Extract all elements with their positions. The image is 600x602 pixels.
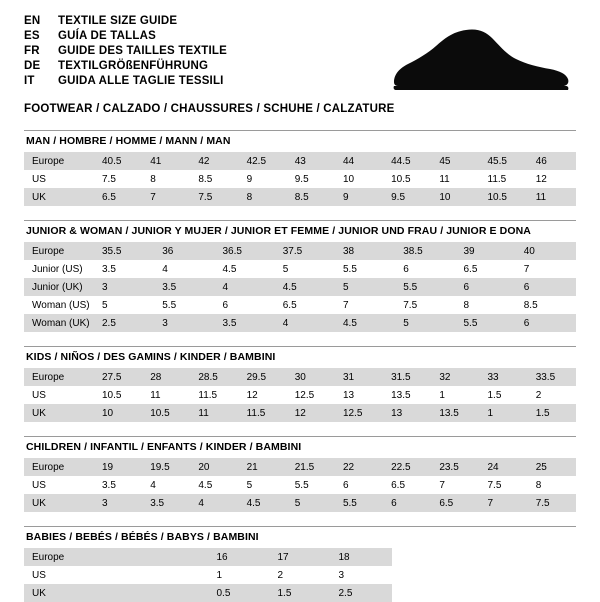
- size-cell: 4.5: [198, 479, 213, 491]
- size-cell: 8: [535, 479, 542, 491]
- size-cell: 5: [287, 494, 335, 512]
- size-cell: 3.5: [215, 314, 275, 332]
- size-cell: 6: [456, 278, 516, 296]
- size-cell: 10: [431, 188, 479, 206]
- size-cell: 8.5: [198, 173, 213, 185]
- size-cell: 1: [216, 569, 223, 581]
- size-cell: 13.5: [391, 389, 411, 401]
- language-code: FR: [24, 45, 40, 57]
- table-row: [24, 458, 576, 476]
- size-cell: 2.5: [94, 314, 154, 332]
- size-cell: 43: [287, 152, 335, 170]
- size-cell: 12: [535, 173, 547, 185]
- size-cell: 7.5: [528, 494, 576, 512]
- size-cell: 45.5: [480, 152, 528, 170]
- size-cell: 7.5: [487, 479, 502, 491]
- language-row: [24, 61, 227, 76]
- language-row: [24, 31, 227, 46]
- language-title-list: [24, 16, 227, 91]
- size-cell: 46: [528, 152, 576, 170]
- size-table-body: [24, 152, 576, 206]
- language-code: DE: [24, 60, 41, 72]
- size-cell: 6: [222, 299, 229, 311]
- size-cell: 39: [456, 242, 516, 260]
- table-row: [24, 278, 576, 296]
- language-row: [24, 76, 227, 91]
- table-row: [24, 260, 576, 278]
- size-cell: 7: [142, 188, 190, 206]
- size-table-body: [24, 458, 576, 512]
- size-cell: 9.5: [294, 173, 309, 185]
- size-cell: 1.5: [528, 404, 576, 422]
- size-cell: 9.5: [383, 188, 431, 206]
- table-row: [24, 404, 576, 422]
- size-cell: 44.5: [383, 152, 431, 170]
- size-cell: 38: [335, 242, 395, 260]
- size-cell: 42.5: [239, 152, 287, 170]
- row-label: US: [32, 173, 46, 185]
- size-cell: 3.5: [142, 494, 190, 512]
- language-title: GUIDE DES TAILLES TEXTILE: [58, 45, 227, 57]
- size-cell: 22: [335, 458, 383, 476]
- table-row: [24, 314, 576, 332]
- size-cell: 5.5: [343, 263, 357, 275]
- size-cell: 4.5: [222, 263, 237, 275]
- size-cell: 10: [342, 173, 355, 185]
- size-cell: 3.5: [102, 263, 116, 275]
- size-cell: 40.5: [94, 152, 142, 170]
- language-code: IT: [24, 75, 35, 87]
- size-cell: 4: [275, 314, 335, 332]
- row-label: Europe: [24, 368, 94, 386]
- size-cell: 31: [335, 368, 383, 386]
- size-cell: 21: [239, 458, 287, 476]
- size-cell: 5: [246, 479, 253, 491]
- size-cell: 24: [480, 458, 528, 476]
- table-row: [24, 566, 576, 584]
- table-row: [24, 476, 576, 494]
- size-cell: 9: [246, 173, 253, 185]
- row-label: Woman (US): [32, 299, 90, 311]
- category-line: FOOTWEAR / CALZADO / CHAUSSURES / SCHUHE / CALZATURE: [24, 103, 395, 115]
- language-code: ES: [24, 30, 40, 42]
- table-row: [24, 152, 576, 170]
- size-cell: 19: [94, 458, 142, 476]
- language-title: GUIDA ALLE TAGLIE TESSILI: [58, 75, 224, 87]
- size-cell: 1: [480, 404, 528, 422]
- size-cell: 3: [154, 314, 214, 332]
- row-label: US: [32, 569, 46, 581]
- size-cell: 30: [287, 368, 335, 386]
- size-cell: 5.5: [456, 314, 516, 332]
- size-cell: 3: [338, 569, 345, 581]
- spacer-cell: [392, 584, 577, 602]
- size-cell: 8: [239, 188, 287, 206]
- size-table-body: [24, 368, 576, 422]
- size-cell: 10.5: [102, 389, 122, 401]
- table-row: [24, 368, 576, 386]
- language-title: TEXTILGRÖßENFÜHRUNG: [58, 60, 209, 72]
- size-cell: 11.5: [198, 389, 218, 401]
- size-cell: 22.5: [383, 458, 431, 476]
- section-title: KIDS / NIÑOS / DES GAMINS / KINDER / BAMBINI: [26, 351, 276, 363]
- size-cell: 7: [439, 479, 445, 491]
- size-cell: 8.5: [523, 299, 538, 311]
- size-cell: 28: [142, 368, 190, 386]
- table-row: [24, 296, 576, 314]
- size-cell: 6.5: [431, 494, 479, 512]
- size-cell: 44: [335, 152, 383, 170]
- size-cell: 36: [154, 242, 214, 260]
- size-cell: 40: [516, 242, 576, 260]
- section-title: JUNIOR & WOMAN / JUNIOR Y MUJER / JUNIOR ET FEMME / JUNIOR UND FRAU / JUNIOR E DONA: [26, 225, 531, 237]
- size-cell: 7: [480, 494, 528, 512]
- size-cell: 12: [287, 404, 335, 422]
- size-cell: 2.5: [331, 584, 392, 602]
- size-cell: 11: [190, 404, 238, 422]
- size-table: [24, 548, 576, 602]
- document-header: [0, 0, 600, 130]
- row-label: Junior (US): [32, 263, 83, 275]
- size-cell: 5: [102, 299, 108, 311]
- row-label: UK: [24, 494, 94, 512]
- row-label: Europe: [24, 458, 94, 476]
- size-cell: 11: [150, 389, 161, 401]
- spacer-cell: [392, 548, 577, 566]
- size-table-body: [24, 548, 576, 602]
- sections-host: [24, 130, 576, 602]
- size-cell: 2: [535, 389, 542, 401]
- size-cell: 6: [516, 314, 576, 332]
- size-cell: 5.5: [335, 494, 383, 512]
- size-cell: 37.5: [275, 242, 335, 260]
- row-label: US: [32, 389, 46, 401]
- size-cell: 5: [395, 314, 455, 332]
- size-cell: 7.5: [403, 299, 418, 311]
- size-cell: 41: [142, 152, 190, 170]
- row-label: Europe: [24, 152, 94, 170]
- size-cell: 8: [463, 299, 470, 311]
- row-label: UK: [24, 188, 94, 206]
- size-cell: 18: [331, 548, 392, 566]
- row-label: US: [32, 479, 46, 491]
- size-section-kids: [24, 346, 576, 422]
- size-cell: 16: [209, 548, 270, 566]
- size-cell: 12.5: [294, 389, 315, 401]
- size-cell: 29.5: [239, 368, 287, 386]
- size-cell: 13.5: [431, 404, 479, 422]
- language-row: [24, 46, 227, 61]
- size-cell: 11: [439, 173, 450, 185]
- size-cell: 6.5: [94, 188, 142, 206]
- size-cell: 6: [383, 494, 431, 512]
- section-title: MAN / HOMBRE / HOMME / MANN / MAN: [26, 135, 231, 147]
- size-section-junior-woman: [24, 220, 576, 332]
- size-cell: 33: [480, 368, 528, 386]
- size-cell: 20: [190, 458, 238, 476]
- size-cell: 4: [150, 479, 156, 491]
- row-label: UK: [24, 404, 94, 422]
- size-cell: 11: [528, 188, 576, 206]
- size-cell: 13: [342, 389, 355, 401]
- size-cell: 3: [94, 494, 142, 512]
- size-cell: 7: [343, 299, 349, 311]
- size-cell: 10.5: [142, 404, 190, 422]
- size-cell: 28.5: [190, 368, 238, 386]
- size-cell: 32: [431, 368, 479, 386]
- size-cell: 7.5: [102, 173, 116, 185]
- size-cell: 45: [431, 152, 479, 170]
- row-label: Europe: [24, 242, 94, 260]
- size-cell: 7: [523, 263, 530, 275]
- size-cell: 4: [190, 494, 238, 512]
- dress-shoe-icon: [374, 26, 574, 98]
- spacer-cell: [392, 566, 577, 584]
- table-row: [24, 548, 576, 566]
- size-section-babies: [24, 526, 576, 602]
- table-row: [24, 188, 576, 206]
- size-table: [24, 458, 576, 512]
- size-cell: 13: [383, 404, 431, 422]
- size-cell: 3.5: [154, 278, 214, 296]
- size-cell: 25: [528, 458, 576, 476]
- size-cell: 17: [270, 548, 331, 566]
- size-cell: 4.5: [335, 314, 395, 332]
- size-cell: 10.5: [391, 173, 411, 185]
- size-cell: 10.5: [480, 188, 528, 206]
- size-cell: 6.5: [463, 263, 478, 275]
- size-cell: 27.5: [94, 368, 142, 386]
- row-label: Junior (UK): [24, 278, 94, 296]
- size-cell: 21.5: [287, 458, 335, 476]
- size-cell: 36.5: [215, 242, 275, 260]
- size-cell: 0.5: [209, 584, 270, 602]
- size-cell: 5.5: [294, 479, 309, 491]
- language-title-list-body: [24, 16, 227, 91]
- size-cell: 11.5: [487, 173, 507, 185]
- size-cell: 6.5: [391, 479, 406, 491]
- size-cell: 12: [246, 389, 258, 401]
- section-title: BABIES / BEBÉS / BÉBÉS / BABYS / BAMBINI: [26, 531, 259, 543]
- table-row: [24, 386, 576, 404]
- size-table: [24, 368, 576, 422]
- size-cell: 6.5: [282, 299, 297, 311]
- size-cell: 23.5: [431, 458, 479, 476]
- size-cell: 4: [162, 263, 168, 275]
- language-code: EN: [24, 15, 41, 27]
- size-cell: 12.5: [335, 404, 383, 422]
- language-row: [24, 16, 227, 31]
- size-section-children: [24, 436, 576, 512]
- size-cell: 8: [150, 173, 156, 185]
- size-cell: 9: [335, 188, 383, 206]
- size-cell: 38.5: [395, 242, 455, 260]
- size-tables: [0, 130, 600, 602]
- size-cell: 7.5: [190, 188, 238, 206]
- size-cell: 8.5: [287, 188, 335, 206]
- size-cell: 4.5: [275, 278, 335, 296]
- size-table-body: [24, 242, 576, 332]
- size-cell: 5.5: [162, 299, 177, 311]
- size-cell: 3: [94, 278, 154, 296]
- size-cell: 6: [516, 278, 576, 296]
- language-title: TEXTILE SIZE GUIDE: [58, 15, 178, 27]
- size-cell: 19.5: [142, 458, 190, 476]
- row-label: UK: [24, 584, 209, 602]
- size-cell: 35.5: [94, 242, 154, 260]
- size-table: [24, 242, 576, 332]
- table-row: [24, 170, 576, 188]
- size-cell: 1: [439, 389, 445, 401]
- size-cell: 6: [403, 263, 409, 275]
- size-cell: 5: [335, 278, 395, 296]
- size-cell: 4.5: [239, 494, 287, 512]
- size-cell: 10: [94, 404, 142, 422]
- section-title: CHILDREN / INFANTIL / ENFANTS / KINDER / BAMBINI: [26, 441, 302, 453]
- table-row: [24, 242, 576, 260]
- size-cell: 5.5: [395, 278, 455, 296]
- size-cell: 11.5: [239, 404, 287, 422]
- size-cell: 33.5: [528, 368, 576, 386]
- table-row: [24, 494, 576, 512]
- size-cell: 3.5: [102, 479, 116, 491]
- size-cell: 42: [190, 152, 238, 170]
- size-table: [24, 152, 576, 206]
- size-cell: 31.5: [383, 368, 431, 386]
- size-cell: 1.5: [487, 389, 502, 401]
- size-cell: 1.5: [270, 584, 331, 602]
- row-label: Europe: [24, 548, 209, 566]
- language-title: GUÍA DE TALLAS: [58, 30, 156, 42]
- size-cell: 2: [277, 569, 284, 581]
- size-cell: 4: [215, 278, 275, 296]
- row-label: Woman (UK): [24, 314, 94, 332]
- table-row: [24, 584, 576, 602]
- size-cell: 5: [282, 263, 289, 275]
- size-section-man: [24, 130, 576, 206]
- size-cell: 6: [342, 479, 349, 491]
